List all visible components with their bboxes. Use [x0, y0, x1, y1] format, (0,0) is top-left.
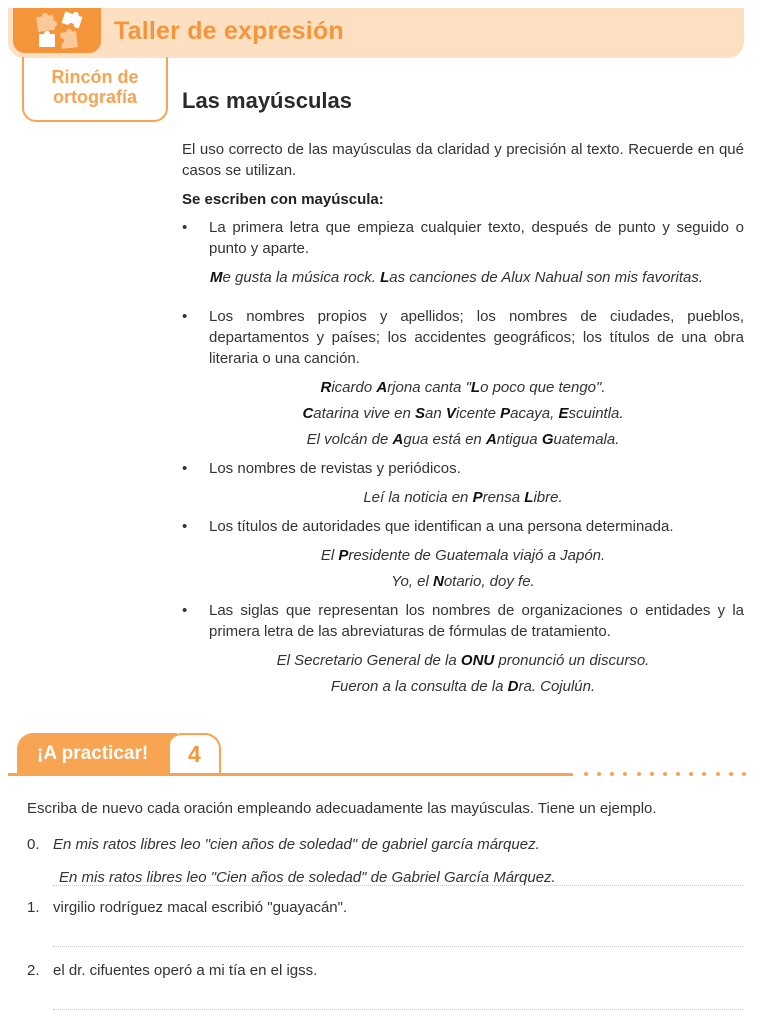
example-sentence: Yo, el Notario, doy fe. — [391, 573, 535, 590]
header-title: Taller de expresión — [114, 17, 344, 45]
capital-highlight: L — [380, 269, 390, 286]
example-sentence: El Presidente de Guatemala viajó a Japón. — [320, 547, 606, 564]
capital-highlight: A — [376, 379, 388, 396]
capital-highlight: P — [472, 489, 483, 506]
capital-highlight: D — [507, 678, 519, 695]
example-sentence: Ricardo Arjona canta "Lo poco que tengo". — [320, 379, 606, 396]
bullet-icon: • — [182, 460, 188, 477]
section-label-line2: ortografía — [52, 87, 137, 107]
capital-highlight: L — [470, 379, 481, 396]
rule-text: Los nombres de revistas y periódicos. — [209, 460, 461, 477]
answer-line[interactable] — [53, 946, 743, 947]
example-sentence: Catarina vive en San Vicente Pacaya, Escuintla. — [302, 405, 624, 422]
capital-highlight: G — [541, 431, 554, 448]
example-sentence: El Secretario General de la ONU pronunció un discurso. — [276, 652, 650, 669]
content — [182, 139, 744, 697]
capital-highlight: P — [338, 547, 349, 564]
capital-highlight: ONU — [460, 652, 495, 669]
section-label-box — [22, 57, 168, 122]
capital-highlight: L — [524, 489, 534, 506]
practice-instructions: Escriba de nuevo cada oración empleando adecuadamente las mayúsculas. Tiene un ejemplo. — [27, 800, 657, 817]
bullet-icon: • — [182, 308, 188, 325]
practice-number: 4 — [188, 741, 201, 767]
rule-item — [182, 600, 744, 642]
capital-highlight: A — [485, 431, 497, 448]
example-sentence: Fueron a la consulta de la Dra. Cojulún. — [330, 678, 596, 695]
example-answer: En mis ratos libres leo "Cien años de soledad" de Gabriel García Márquez. — [59, 869, 556, 886]
example-sentence: Leí la noticia en Prensa Libre. — [363, 489, 563, 506]
section-title: Las mayúsculas — [182, 88, 352, 113]
answer-line[interactable] — [53, 885, 743, 886]
exercise-number: 0. — [27, 836, 40, 853]
rule-item — [182, 306, 744, 369]
exercise-sentence: virgilio rodríguez macal escribió "guayacán". — [53, 899, 348, 916]
rule-item — [182, 217, 744, 259]
rule-text: Los nombres propios y apellidos; los nombres de ciudades, pueblos, departamentos y países; los accidentes geográficos; los títulos de una obra literaria o una canción. — [209, 308, 744, 367]
capital-highlight: A — [392, 431, 404, 448]
capital-highlight: V — [445, 405, 456, 422]
answer-line[interactable] — [53, 1009, 743, 1010]
rule-text: Los títulos de autoridades que identifican a una persona determinada. — [209, 518, 674, 535]
exercise-number: 1. — [27, 899, 40, 916]
puzzle-pieces-icon — [31, 10, 87, 50]
capital-highlight: M — [210, 269, 223, 286]
capital-highlight: E — [558, 405, 569, 422]
header-icon-box — [13, 8, 101, 53]
practice-tab-label: ¡A practicar! — [37, 743, 149, 764]
bullet-icon: • — [182, 219, 188, 236]
rules-list — [182, 217, 744, 697]
exercise-sentence: el dr. cifuentes operó a mi tía en el igss. — [53, 962, 318, 979]
rule-item — [182, 458, 744, 479]
rules-subheading: Se escriben con mayúscula: — [182, 191, 384, 208]
rule-text: La primera letra que empieza cualquier texto, después de punto y seguido o punto y aparte. — [209, 219, 744, 257]
section-label-line1: Rincón de — [51, 67, 139, 87]
example-sentence: Me gusta la música rock. Las canciones de Alux Nahual son mis favoritas. — [210, 269, 704, 286]
exercise-number: 2. — [27, 962, 40, 979]
capital-highlight: S — [415, 405, 426, 422]
divider-dots — [584, 772, 746, 778]
capital-highlight: P — [500, 405, 511, 422]
bullet-icon: • — [182, 602, 188, 619]
bullet-icon: • — [182, 518, 188, 535]
divider-line — [8, 773, 573, 776]
capital-highlight: N — [432, 573, 444, 590]
example-sentence: El volcán de Agua está en Antigua Guatemala. — [306, 431, 620, 448]
exercise-sentence: En mis ratos libres leo "cien años de soledad" de gabriel garcía márquez. — [53, 836, 540, 853]
capital-highlight: C — [302, 405, 314, 422]
capital-highlight: R — [320, 379, 332, 396]
rule-item — [182, 516, 744, 537]
rule-text: Las siglas que representan los nombres de organizaciones o entidades y la primera letra de las abreviaturas de fórmulas de tratamiento. — [209, 602, 744, 640]
intro-paragraph: El uso correcto de las mayúsculas da claridad y precisión al texto. Recuerde en qué casos se utilizan. — [182, 141, 744, 179]
